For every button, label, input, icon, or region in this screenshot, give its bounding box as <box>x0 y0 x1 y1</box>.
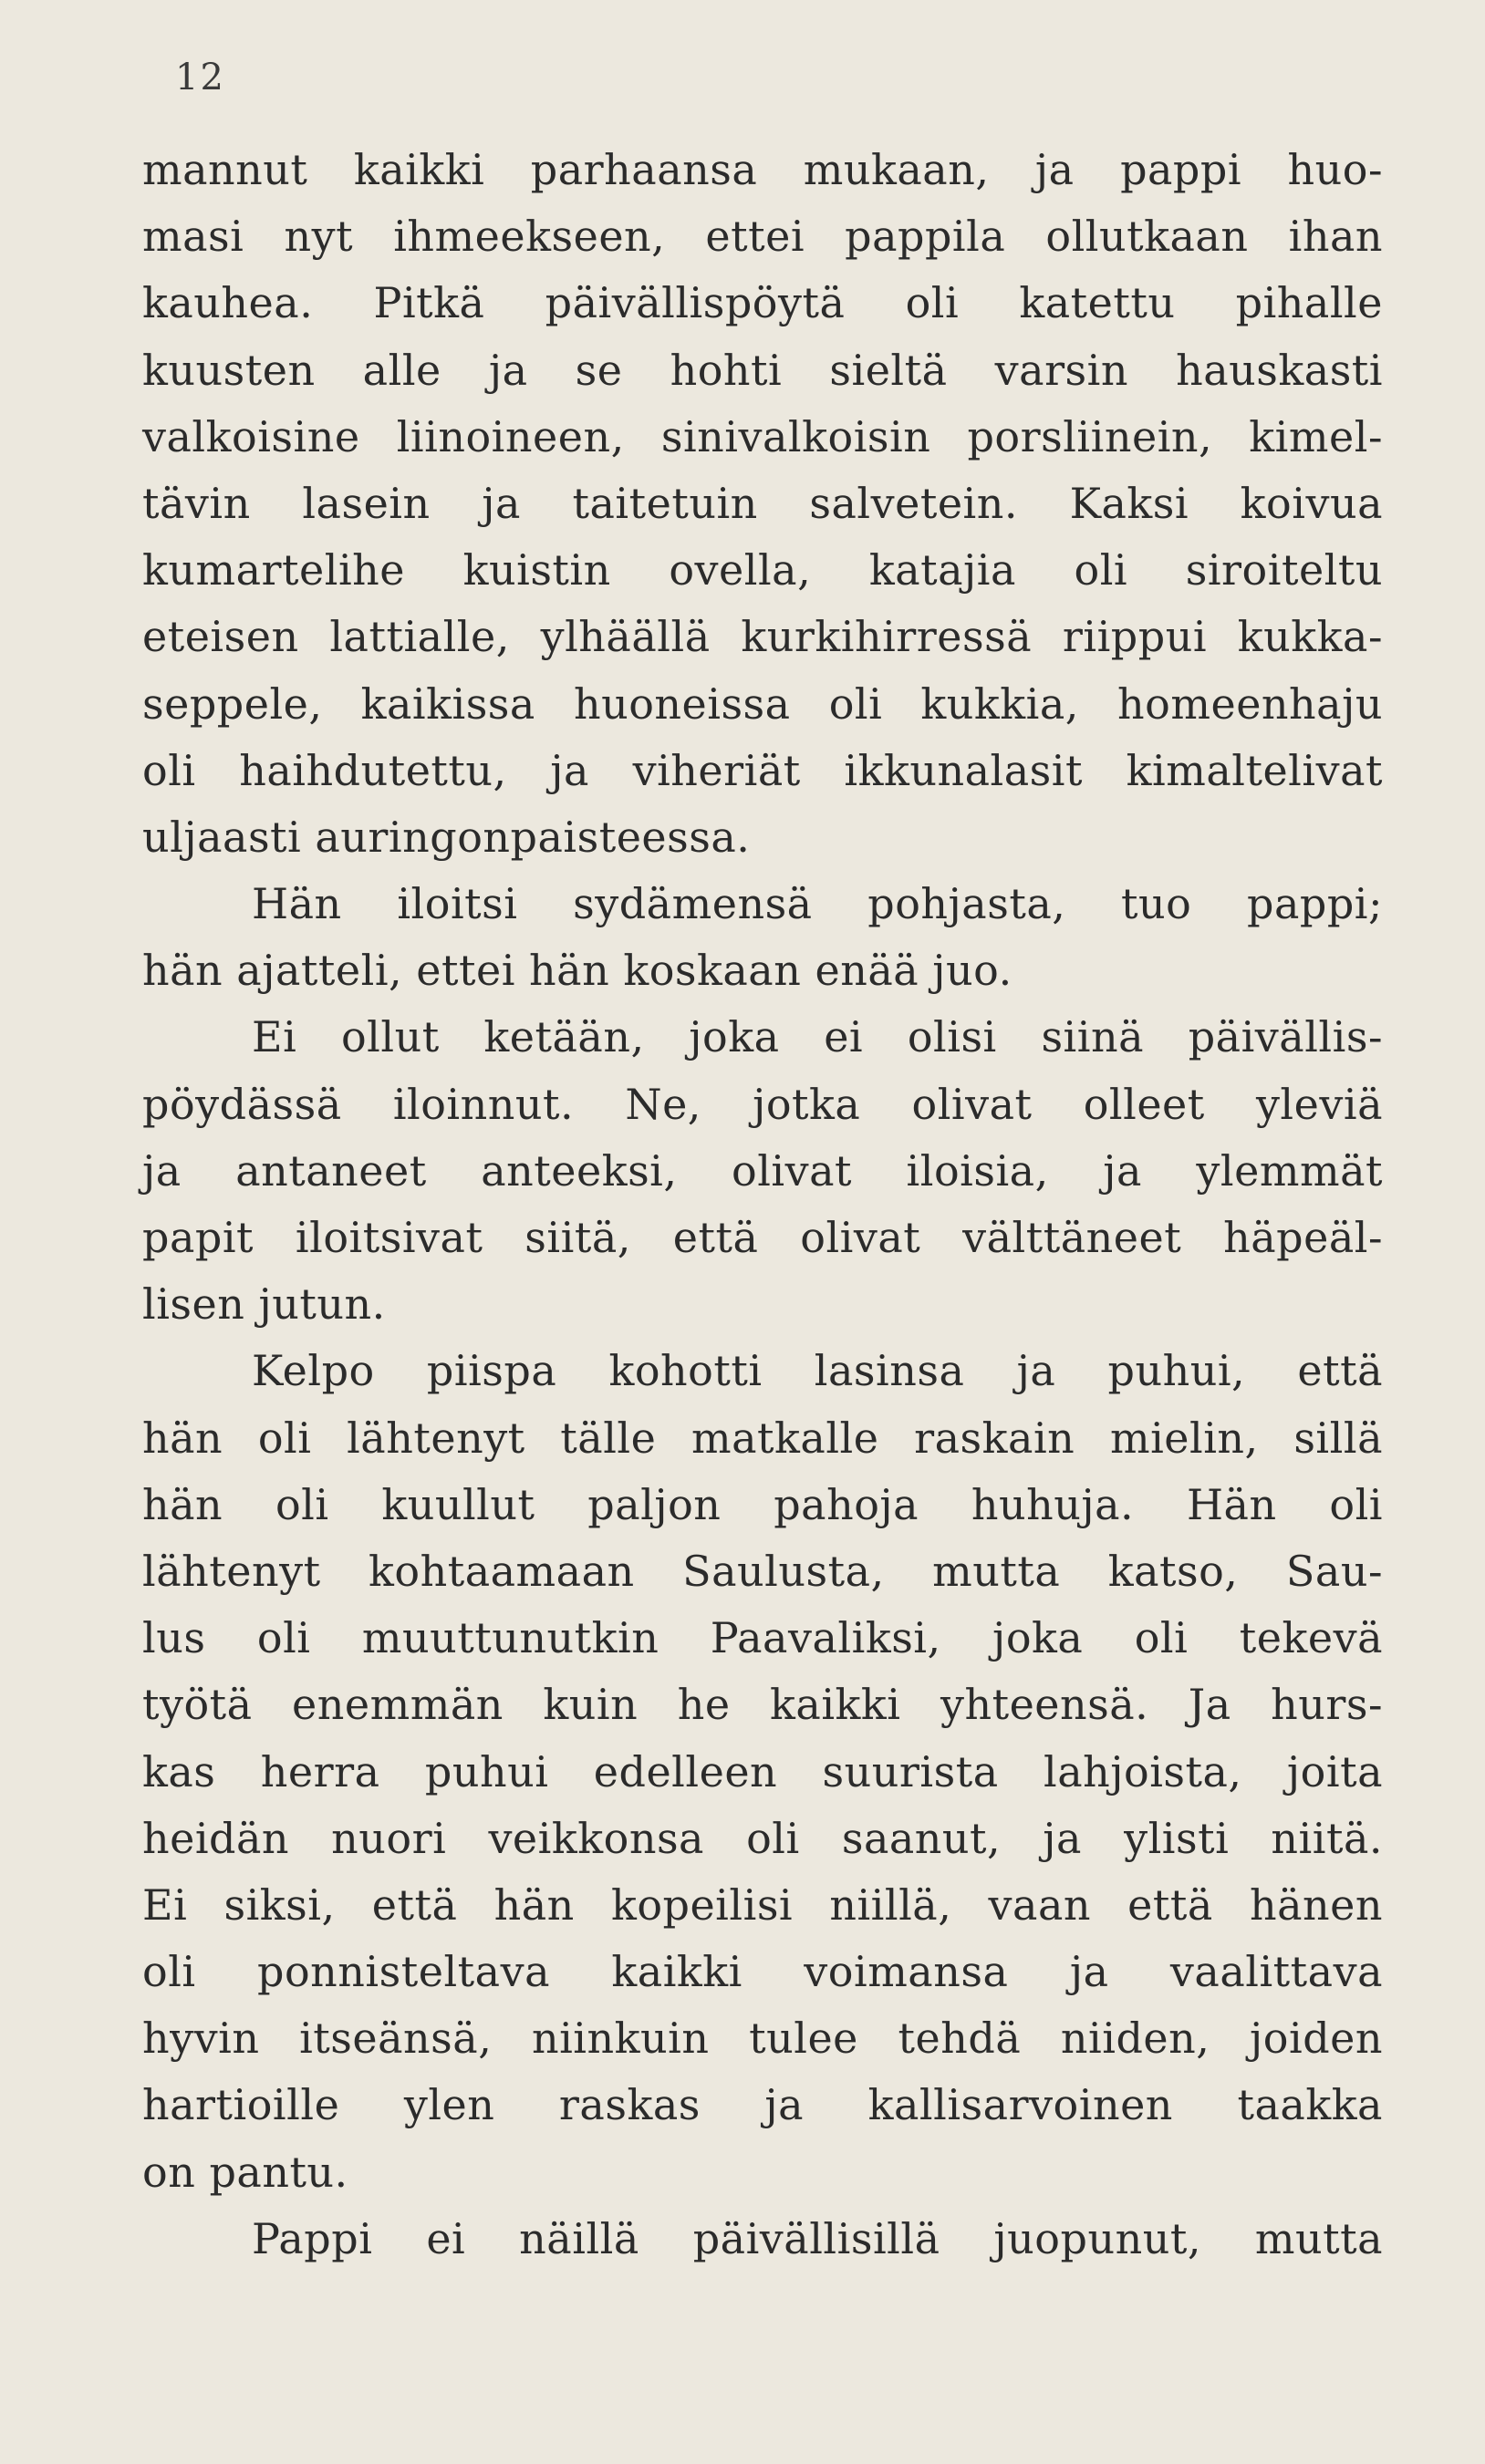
text-line: seppele, kaikissa huoneissa oli kukkia, homeenhaju <box>142 678 1383 729</box>
text-line: valkoisine liinoineen, sinivalkoisin porsliinein, kimel- <box>142 411 1383 461</box>
text-line: Ei ollut ketään, joka ei olisi siinä päivällis- <box>252 1012 1383 1062</box>
text-line: oli haihdutettu, ja viheriät ikkunalasit kimaltelivat <box>142 745 1383 795</box>
text-line: Pappi ei näillä päivällisillä juopunut, mutta <box>252 2213 1383 2263</box>
text-line: lisen jutun. <box>142 1279 386 1330</box>
text-line: kauhea. Pitkä päivällispöytä oli katettu pihalle <box>142 278 1383 328</box>
text-line: työtä enemmän kuin he kaikki yhteensä. Ja hurs- <box>142 1680 1383 1730</box>
text-line: hyvin itseänsä, niinkuin tulee tehdä niiden, joiden <box>142 2014 1383 2064</box>
text-line: mannut kaikki parhaansa mukaan, ja pappi huo- <box>142 145 1383 194</box>
text-line: heidän nuori veikkonsa oli saanut, ja ylisti niitä. <box>142 1813 1383 1863</box>
text-line: Ei siksi, että hän kopeilisi niillä, vaan että hänen <box>142 1879 1383 1930</box>
text-line: kas herra puhui edelleen suurista lahjoista, joita <box>142 1746 1383 1796</box>
text-line: kuusten alle ja se hohti sieltä varsin hauskasti <box>142 345 1383 395</box>
text-line: masi nyt ihmeekseen, ettei pappila ollutkaan ihan <box>142 212 1383 262</box>
text-line: hän ajatteli, ettei hän koskaan enää juo. <box>142 946 1012 996</box>
text-line: eteisen lattialle, ylhäällä kurkihirressä riippui kukka- <box>142 612 1383 662</box>
text-line: hän oli lähtenyt tälle matkalle raskain mielin, sillä <box>142 1413 1383 1463</box>
text-line: uljaasti auringonpaisteessa. <box>142 812 751 862</box>
text-line: Hän iloitsi sydämensä pohjasta, tuo pappi; <box>252 879 1383 929</box>
text-line: lähtenyt kohtaamaan Saulusta, mutta katso, Sau- <box>142 1546 1383 1596</box>
text-line: on pantu. <box>142 2147 348 2197</box>
text-line: kumartelihe kuistin ovella, katajia oli siroiteltu <box>142 545 1383 595</box>
text-line: Kelpo piispa kohotti lasinsa ja puhui, että <box>252 1346 1383 1396</box>
text-line: papit iloitsivat siitä, että olivat välttäneet häpeäl- <box>142 1213 1383 1262</box>
body-text <box>142 137 1383 2272</box>
text-line: ja antaneet anteeksi, olivat iloisia, ja ylemmät <box>142 1145 1383 1196</box>
page-number: 12 <box>175 57 225 98</box>
text-line: tävin lasein ja taitetuin salvetein. Kaksi koivua <box>142 478 1383 528</box>
text-line: hartioille ylen raskas ja kallisarvoinen taakka <box>142 2080 1383 2130</box>
text-line: oli ponnisteltava kaikki voimansa ja vaalittava <box>142 1947 1383 1997</box>
text-line: lus oli muuttunutkin Paavaliksi, joka oli tekevä <box>142 1613 1383 1663</box>
text-line: hän oli kuullut paljon pahoja huhuja. Hän oli <box>142 1479 1383 1529</box>
text-line: pöydässä iloinnut. Ne, jotka olivat olleet yleviä <box>142 1079 1383 1129</box>
